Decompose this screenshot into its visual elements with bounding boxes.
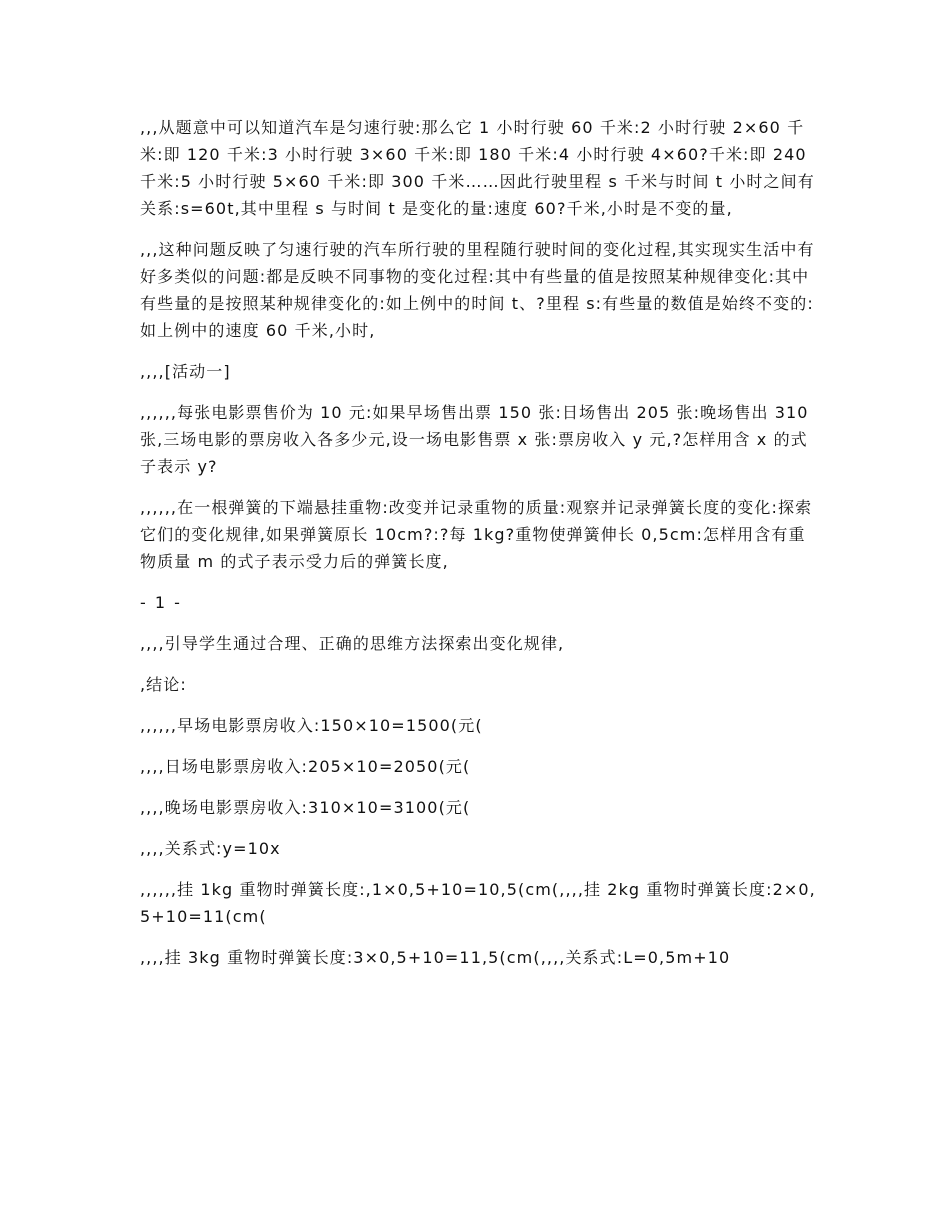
paragraph-movie-ticket-problem: ,,,,,,每张电影票售价为 10 元:如果早场售出票 150 张:日场售出 205 张:晚场售出 310 张,三场电影的票房收入各多少元,设一场电影售票 x 张:票房收入 y 元,?怎样用含 x 的式子表示 y? [140, 403, 809, 476]
paragraph-guide-students: ,,,,引导学生通过合理、正确的思维方法探索出变化规律, [140, 634, 565, 653]
document-body [140, 114, 820, 985]
paragraph-conclusion-label: ,结论: [140, 675, 187, 694]
paragraph-spring-problem: ,,,,,,在一根弹簧的下端悬挂重物:改变并记录重物的质量:观察并记录弹簧长度的变化:探索它们的变化规律,如果弹簧原长 10cm?:?每 1kg?重物使弹簧伸长 0,5cm:怎样用含有重物质量 m 的式子表示受力后的弹簧长度, [140, 498, 813, 571]
paragraph-variation-process: ,,,这种问题反映了匀速行驶的汽车所行驶的里程随行驶时间的变化过程,其实现实生活中有好多类似的问题:都是反映不同事物的变化过程:其中有些量的值是按照某种规律变化:其中有些量的是按照某种规律变化的:如上例中的时间 t、?里程 s:有些量的数值是始终不变的:如上例中的速度 60 千米,小时, [140, 240, 815, 340]
paragraph-morning-revenue: ,,,,,,早场电影票房收入:150×10=1500(元( [140, 716, 483, 735]
paragraph-evening-revenue: ,,,,晚场电影票房收入:310×10=3100(元( [140, 798, 471, 817]
paragraph-revenue-relation: ,,,,关系式:y=10x [140, 839, 281, 858]
paragraph-uniform-motion: ,,,从题意中可以知道汽车是匀速行驶:那么它 1 小时行驶 60 千米:2 小时行驶 2×60 千米:即 120 千米:3 小时行驶 3×60 千米:即 180 千米:4 小时行驶 4×60?千米:即 240 千米:5 小时行驶 5×60 千米:即 300 千米……因此行驶里程 s 千米与时间 t 小时之间有关系:s=60t,其中里程 s 与时间 t 是变化的量:速度 60?千米,小时是不变的量, [140, 118, 815, 218]
page-number: - 1 - [140, 593, 182, 612]
paragraph-day-revenue: ,,,,日场电影票房收入:205×10=2050(元( [140, 757, 471, 776]
paragraph-activity-heading: ,,,,[活动一] [140, 362, 231, 381]
paragraph-spring-1-2kg: ,,,,,,挂 1kg 重物时弹簧长度:,1×0,5+10=10,5(cm(,,,,挂 2kg 重物时弹簧长度:2×0,5+10=11(cm( [140, 880, 816, 926]
paragraph-spring-3kg-relation: ,,,,挂 3kg 重物时弹簧长度:3×0,5+10=11,5(cm(,,,,关系式:L=0,5m+10 [140, 948, 731, 967]
